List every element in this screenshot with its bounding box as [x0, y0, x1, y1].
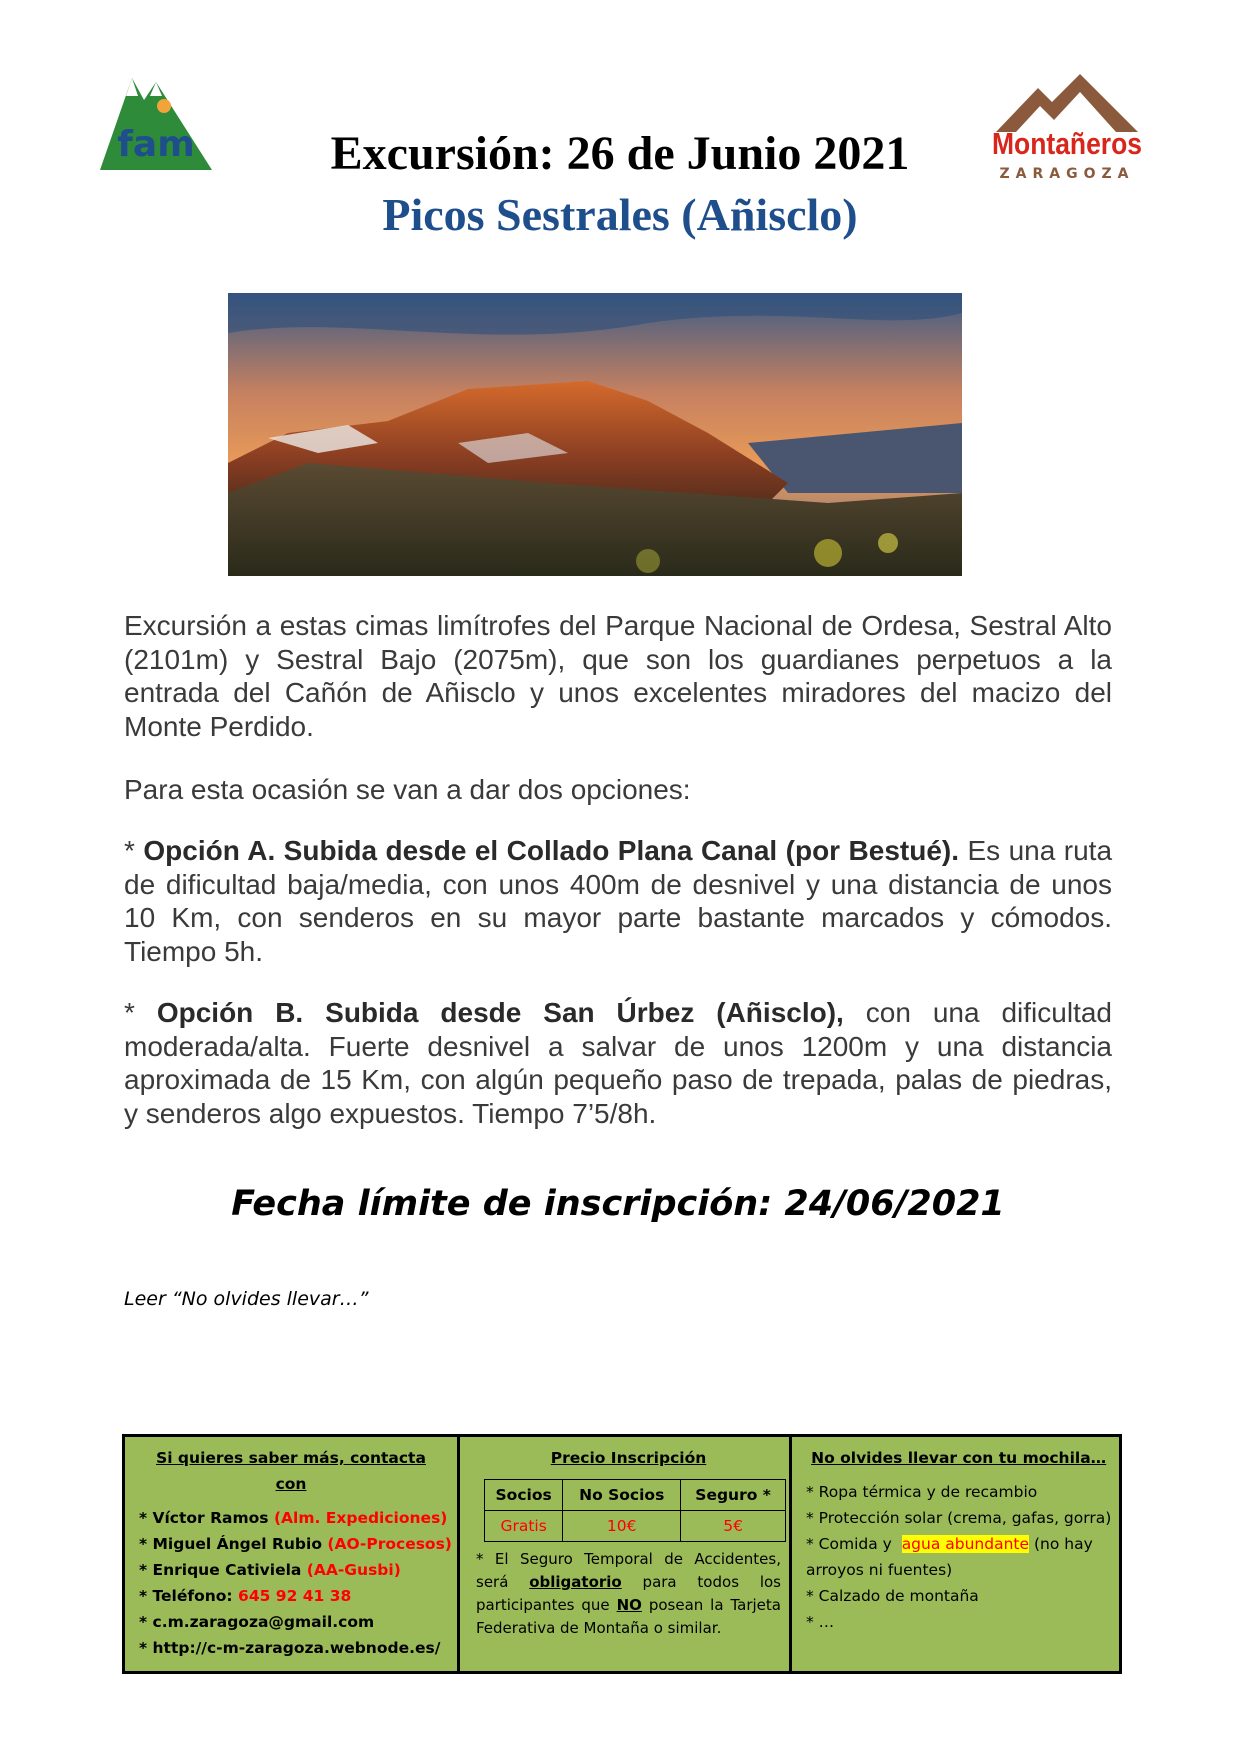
- contact-column: [125, 1437, 460, 1671]
- page-subtitle: Picos Sestrales (Añisclo): [382, 189, 858, 240]
- price-heading: Precio Inscripción: [550, 1449, 707, 1467]
- mochila-heading: No olvides llevar con tu mochila…: [811, 1449, 1107, 1467]
- option-b-title: Opción B. Subida desde San Úrbez (Añisclo),: [156, 997, 844, 1028]
- option-b-paragraph: [124, 996, 1112, 1130]
- mochila-item: * Ropa térmica y de recambio: [806, 1483, 1038, 1501]
- contact-row: * Víctor Ramos (Alm. Expediciones): [139, 1509, 448, 1527]
- fam-logo: [100, 70, 212, 172]
- mochila-column: [792, 1437, 1121, 1671]
- mochila-item: * Calzado de montaña: [806, 1587, 979, 1605]
- mochila-item: * Comida y agua abundante (no hay arroyos ni fuentes): [806, 1535, 1093, 1579]
- mountain-photo: [228, 293, 962, 576]
- price-header-no-socios: No Socios: [563, 1480, 681, 1511]
- svg-text:Montañeros: Montañeros: [992, 126, 1142, 161]
- contact-row: * Miguel Ángel Rubio (AO-Procesos): [139, 1535, 452, 1553]
- options-intro: Para esta ocasión se van a dar dos opciones:: [124, 774, 691, 805]
- highlight-water: agua abundante: [901, 1535, 1030, 1553]
- mochila-item: * Protección solar (crema, gafas, gorra): [806, 1509, 1112, 1527]
- contact-web-link[interactable]: * http://c-m-zaragoza.webnode.es/: [139, 1639, 441, 1657]
- registration-deadline: Fecha límite de inscripción: 24/06/2021: [231, 1184, 1005, 1224]
- page-title: Excursión: 26 de Junio 2021: [330, 127, 910, 180]
- option-a-title: Opción A. Subida desde el Collado Plana Canal (por Bestué).: [143, 835, 959, 866]
- montaneros-zaragoza-logo: [988, 70, 1146, 182]
- price-value-socios: Gratis: [485, 1511, 563, 1542]
- option-a-bullet: *: [124, 835, 135, 866]
- option-a-text: Es una ruta de dificultad baja/media, con unos 400m de desnivel y una distancia de unos 10 Km, con senderos en su mayor parte bastante marcados y cómodos. Tiempo 5h.: [124, 835, 1113, 967]
- price-value-seguro: 5€: [681, 1511, 786, 1542]
- price-header-socios: Socios: [485, 1480, 563, 1511]
- contact-row: * Enrique Cativiela (AA-Gusbi): [139, 1561, 401, 1579]
- option-b-bullet: *: [124, 997, 135, 1028]
- svg-text:ZARAGOZA: ZARAGOZA: [999, 166, 1135, 182]
- intro-paragraph: Excursión a estas cimas limítrofes del Parque Nacional de Ordesa, Sestral Alto (2101m) y Sestral Bajo (2075m), que son los guardianes perpetuos a la entrada del Cañón de Añisclo y unos excelentes miradores del macizo del Monte Perdido.: [124, 610, 1112, 742]
- contact-heading: Si quieres saber más, contacta con: [156, 1449, 426, 1493]
- contact-email[interactable]: * c.m.zaragoza@gmail.com: [139, 1613, 375, 1631]
- svg-text:fam: fam: [117, 124, 195, 165]
- contact-phone: * Teléfono: 645 92 41 38: [139, 1587, 352, 1605]
- price-column: [460, 1437, 792, 1671]
- info-box: [122, 1434, 1122, 1674]
- option-a-paragraph: [124, 834, 1112, 968]
- price-value-no-socios: 10€: [563, 1511, 681, 1542]
- option-b-text: con una dificultad moderada/alta. Fuerte desnivel a salvar de unos 1200m y una distancia aproximada de 15 Km, con algún pequeño paso de trepada, palas de piedras, y senderos algo expuestos. Tiempo 7’5/8h.: [124, 997, 1112, 1129]
- price-header-seguro: Seguro *: [681, 1480, 786, 1511]
- read-note: Leer “No olvides llevar…”: [124, 1288, 369, 1310]
- insurance-note: * El Seguro Temporal de Accidentes, será obligatorio para todos los participantes que NO posean la Tarjeta Federativa de Montaña o similar.: [476, 1550, 781, 1637]
- mochila-item: * …: [806, 1613, 835, 1631]
- price-table: [484, 1479, 786, 1542]
